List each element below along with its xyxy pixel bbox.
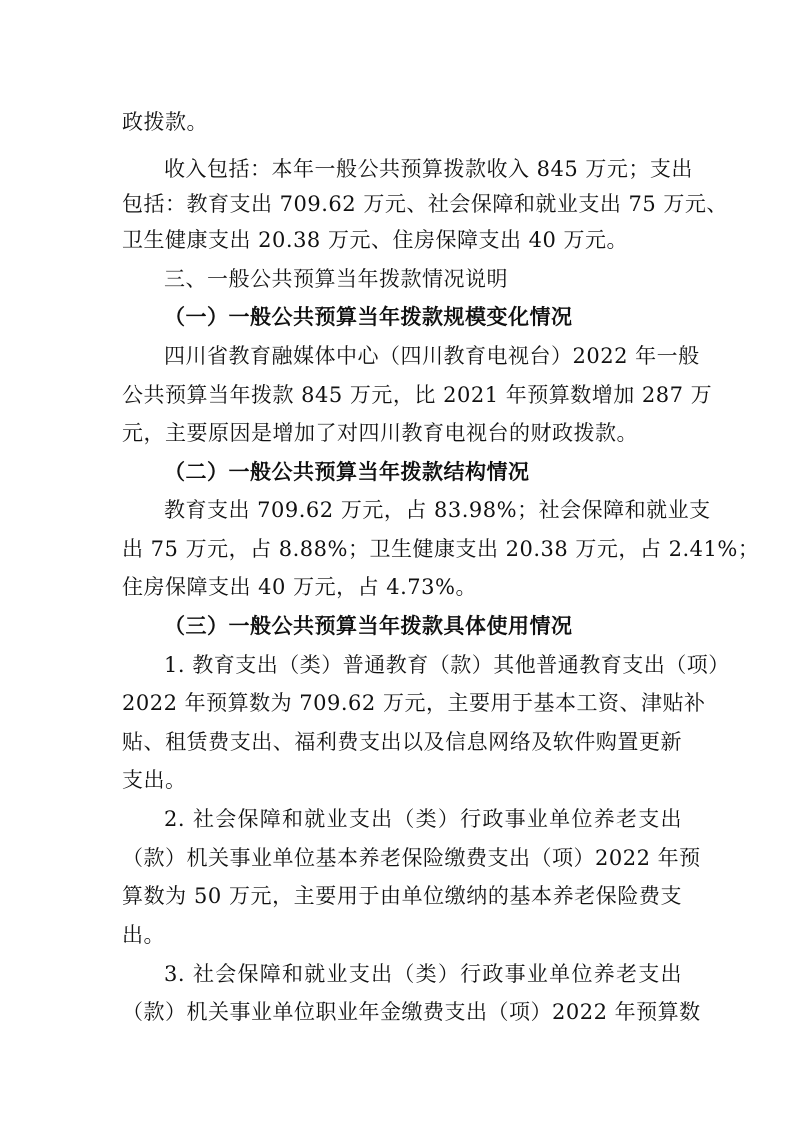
text-line: 元，主要原因是增加了对四川教育电视台的财政拨款。: [122, 421, 638, 445]
text-line: 住房保障支出 40 万元，占 4.73%。: [122, 575, 477, 599]
subsection-heading: （一）一般公共预算当年拨款规模变化情况: [164, 304, 573, 329]
text-line: 出。: [122, 923, 165, 947]
text-line: 包括：教育支出 709.62 万元、社会保障和就业支出 75 万元、: [122, 192, 728, 216]
subsection-heading: （二）一般公共预算当年拨款结构情况: [164, 459, 530, 484]
text-line: 收入包括：本年一般公共预算拨款收入 845 万元；支出: [164, 157, 693, 181]
text-line: 2022 年预算数为 709.62 万元，主要用于基本工资、津贴补: [122, 691, 706, 715]
text-line: 教育支出 709.62 万元，占 83.98%；社会保障和就业支: [164, 498, 711, 522]
text-line: 公共预算当年拨款 845 万元，比 2021 年预算数增加 287 万: [122, 383, 713, 407]
text-line: 卫生健康支出 20.38 万元、住房保障支出 40 万元。: [122, 228, 629, 252]
section-heading: 三、一般公共预算当年拨款情况说明: [164, 267, 508, 291]
text-line: 3. 社会保障和就业支出（类）行政事业单位养老支出: [164, 962, 682, 986]
text-line: 算数为 50 万元，主要用于由单位缴纳的基本养老保险费支: [122, 884, 682, 908]
text-line: （款）机关事业单位职业年金缴费支出（项）2022 年预算数: [122, 1000, 701, 1024]
text-line: 四川省教育融媒体中心（四川教育电视台）2022 年一般: [164, 344, 700, 368]
text-line: 1. 教育支出（类）普通教育（款）其他普通教育支出（项）: [164, 653, 730, 677]
text-line: 2. 社会保障和就业支出（类）行政事业单位养老支出: [164, 807, 682, 831]
text-line: 贴、租赁费支出、福利费支出以及信息网络及软件购置更新: [122, 730, 682, 754]
text-line: 政拨款。: [122, 110, 208, 134]
text-line: 出 75 万元，占 8.88%；卫生健康支出 20.38 万元，占 2.41%；: [122, 537, 760, 561]
text-line: 支出。: [122, 768, 187, 792]
subsection-heading: （三）一般公共预算当年拨款具体使用情况: [164, 613, 573, 638]
text-line: （款）机关事业单位基本养老保险缴费支出（项）2022 年预: [122, 846, 701, 870]
